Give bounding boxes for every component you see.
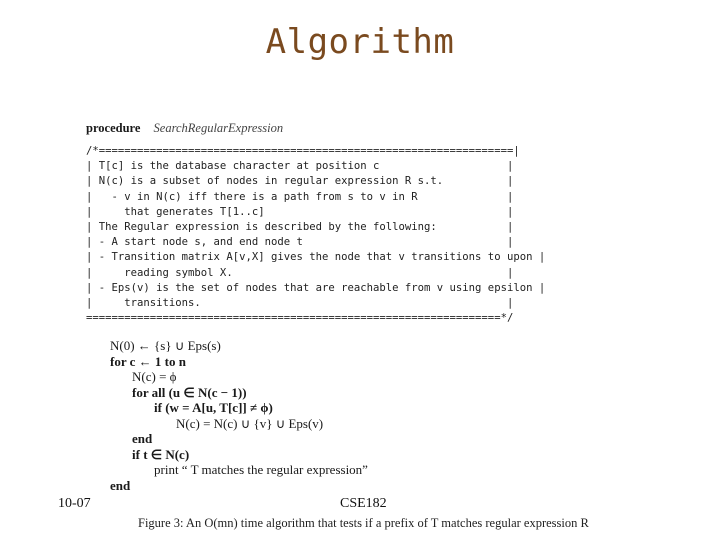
- footer-course: CSE182: [340, 496, 387, 511]
- algorithm-line: N(c) = ϕ: [132, 369, 177, 384]
- comment-line: | - Eps(v) is the set of nodes that are reachable from v using epsilon |: [86, 281, 546, 294]
- comment-block: [86, 144, 566, 326]
- comment-line: | T[c] is the database character at position c |: [86, 160, 514, 173]
- algorithm-line: for c ← 1 to n: [110, 353, 186, 369]
- algorithm-line: N(c) = N(c) ∪ {v} ∪ Eps(v): [176, 415, 324, 431]
- comment-line: =================================================================*/: [86, 312, 514, 325]
- comment-line: | - v in N(c) iff there is a path from s to v in R |: [86, 190, 514, 203]
- figure-caption: Figure 3: An O(mn) time algorithm that tests if a prefix of T matches regular expression R: [138, 516, 589, 530]
- footer-date: 10-07: [58, 496, 91, 511]
- algorithm-line: N(0) ← {s} ∪ Eps(s): [110, 338, 221, 353]
- comment-line: | that generates T[1..c] |: [86, 205, 514, 218]
- procedure-name: SearchRegularExpression: [153, 121, 284, 135]
- algorithm-line: if (w = A[u, T[c]] ≠ ϕ): [154, 400, 273, 415]
- comment-line: | - Transition matrix A[v,X] gives the node that v transitions to upon |: [86, 251, 546, 264]
- algorithm-line: print “ T matches the regular expression”: [154, 462, 368, 477]
- comment-line: | N(c) is a subset of nodes in regular expression R s.t. |: [86, 175, 514, 188]
- algorithm-line: if t ∈ N(c): [132, 446, 190, 462]
- procedure-keyword: procedure: [86, 121, 141, 135]
- slide-title: Algorithm: [265, 22, 455, 62]
- comment-line: | reading symbol X. |: [86, 266, 514, 279]
- comment-line: /*=================================================================|: [86, 145, 520, 157]
- algorithm-line: end: [110, 477, 131, 493]
- algorithm-block: [110, 338, 368, 493]
- comment-line: | The Regular expression is described by the following: |: [86, 220, 514, 233]
- comment-line: | - A start node s, and end node t |: [86, 236, 514, 249]
- algorithm-line: end: [132, 431, 153, 446]
- procedure-header: [86, 121, 283, 136]
- algorithm-line: for all (u ∈ N(c − 1)): [132, 384, 247, 400]
- comment-line: | transitions. |: [86, 296, 514, 309]
